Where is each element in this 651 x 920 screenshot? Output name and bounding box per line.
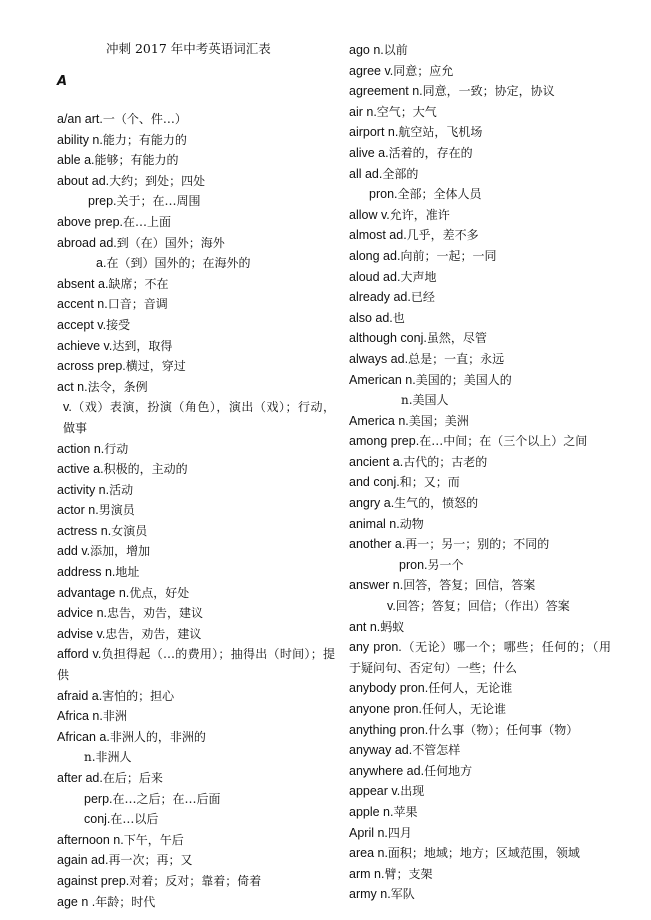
entry-word: apple n. bbox=[349, 804, 394, 819]
entry-word: a. bbox=[96, 256, 107, 271]
entry-definition: 在…上面 bbox=[123, 214, 172, 229]
entry-word: answer n. bbox=[349, 578, 404, 593]
entry-definition: 优点，好处 bbox=[129, 585, 190, 600]
entry-definition: 活动 bbox=[109, 482, 134, 497]
entry-definition: 和；又；而 bbox=[399, 475, 460, 490]
vocab-entry-advise bbox=[57, 624, 335, 645]
entry-word: afford v. bbox=[57, 647, 102, 662]
entry-definition: 古代的；古老的 bbox=[403, 454, 488, 469]
vocab-entry-again bbox=[57, 850, 335, 871]
vocab-entry-africa bbox=[57, 706, 335, 727]
entry-definition: 对着；反对；靠着；倚着 bbox=[129, 873, 262, 888]
entry-definition: 以前 bbox=[383, 43, 408, 57]
vocab-entry-and bbox=[349, 472, 611, 493]
entry-definition: 任何人，无论谁 bbox=[428, 681, 513, 696]
entry-definition: 非洲 bbox=[102, 709, 127, 724]
vocab-entry-always bbox=[349, 349, 611, 370]
vocab-entry-against bbox=[57, 871, 335, 892]
entry-word: and conj. bbox=[349, 475, 400, 490]
entry-definition: 在…以后 bbox=[110, 812, 159, 827]
vocab-entry-allow bbox=[349, 205, 611, 226]
entry-definition: 不管怎样 bbox=[412, 743, 461, 758]
entry-definition: 美国的；美国人的 bbox=[415, 372, 512, 387]
entry-definition: 同意；应允 bbox=[393, 63, 454, 78]
entry-word: advise v. bbox=[57, 626, 106, 641]
entry-definition: 再一次；再；又 bbox=[108, 853, 193, 868]
entry-definition: 全部的 bbox=[382, 166, 419, 181]
entry-word: anyone pron. bbox=[349, 702, 422, 716]
entry-definition: 法令，条例 bbox=[87, 379, 148, 394]
vocab-entry-ability bbox=[57, 130, 335, 151]
vocab-entry-answer bbox=[349, 575, 611, 596]
entry-word: already ad. bbox=[349, 290, 411, 305]
entry-word: always ad. bbox=[349, 351, 409, 366]
entry-definition: 回答；答复；回信；（作出）答案 bbox=[395, 599, 570, 614]
vocab-entry-accept bbox=[57, 315, 335, 336]
entry-word: action n. bbox=[57, 441, 105, 456]
entry-definition: 达到，取得 bbox=[112, 338, 173, 353]
vocab-subentry-about-prep bbox=[57, 191, 335, 212]
vocab-entry-afraid bbox=[57, 686, 335, 707]
entry-definition: 下午，午后 bbox=[123, 832, 184, 847]
entry-definition: 行动 bbox=[104, 441, 129, 456]
entry-word: another a. bbox=[349, 537, 406, 552]
vocab-entry-anyway bbox=[349, 740, 611, 761]
vocab-entry-among bbox=[349, 431, 611, 452]
entry-word: alive a. bbox=[349, 145, 389, 160]
entry-word: advantage n. bbox=[57, 585, 130, 600]
entry-definition: 蚂蚁 bbox=[380, 619, 405, 634]
entry-word: ant n. bbox=[349, 619, 381, 634]
vocab-entry-actress bbox=[57, 521, 335, 542]
entry-word: also ad. bbox=[349, 310, 393, 325]
entry-definition: n.美国人 bbox=[401, 393, 449, 408]
vocab-entry-anything bbox=[349, 720, 611, 741]
entry-definition: 地址 bbox=[115, 565, 140, 580]
vocab-entry-anyone bbox=[349, 699, 611, 720]
entry-word: animal n. bbox=[349, 516, 400, 531]
vocab-entry-appear bbox=[349, 781, 611, 802]
entry-word: across prep. bbox=[57, 359, 126, 374]
entry-word: active a. bbox=[57, 462, 104, 477]
entry-definition: 动物 bbox=[399, 516, 424, 531]
entry-definition: 什么事（物）；任何事（物） bbox=[428, 722, 579, 737]
vocab-entry-about bbox=[57, 171, 335, 192]
entry-word: American n. bbox=[349, 372, 416, 387]
vocab-subentry-act-v bbox=[57, 397, 335, 438]
entry-definition: n.非洲人 bbox=[84, 750, 132, 765]
entry-definition: 在（到）国外的；在海外的 bbox=[106, 256, 251, 271]
entry-definition: 关于；在…周围 bbox=[116, 194, 201, 209]
entry-word: act n. bbox=[57, 379, 88, 394]
entry-definition: 害怕的；担心 bbox=[102, 688, 175, 703]
entry-definition: 臂；支架 bbox=[384, 866, 433, 881]
vocab-entry-alive bbox=[349, 143, 611, 164]
entry-word: afraid a. bbox=[57, 688, 103, 703]
vocab-entry-already bbox=[349, 287, 611, 308]
entry-definition: 虽然，尽管 bbox=[426, 331, 487, 346]
vocab-subentry-african-n bbox=[57, 747, 335, 768]
entry-word: allow v. bbox=[349, 207, 390, 222]
vocab-entry-although bbox=[349, 328, 611, 349]
entry-word: prep. bbox=[88, 194, 117, 209]
vocab-entry-add bbox=[57, 541, 335, 562]
entry-definition: 缺席；不在 bbox=[108, 276, 169, 291]
entry-word: almost ad. bbox=[349, 228, 407, 243]
entry-definition: 航空站，飞机场 bbox=[398, 125, 483, 140]
entry-definition: 美国；美洲 bbox=[408, 413, 469, 428]
vocab-subentry-answer-v bbox=[349, 596, 611, 617]
entry-definition: 再一；另一；别的；不同的 bbox=[405, 537, 550, 552]
entry-word: ago n. bbox=[349, 43, 384, 57]
vocab-subentry-all-pron bbox=[349, 184, 611, 205]
vocab-entry-accent bbox=[57, 294, 335, 315]
entry-word: accept v. bbox=[57, 317, 107, 332]
entry-definition: 女演员 bbox=[111, 523, 148, 538]
entry-definition: 已经 bbox=[410, 290, 435, 305]
entry-word: after ad. bbox=[57, 771, 103, 785]
entry-definition: 任何人，无论谁 bbox=[421, 702, 506, 716]
entry-definition: 能力；有能力的 bbox=[102, 132, 187, 147]
entry-definition: 军队 bbox=[390, 887, 415, 902]
entry-word: ancient a. bbox=[349, 454, 404, 469]
vocab-entry-achieve bbox=[57, 336, 335, 357]
entry-word: appear v. bbox=[349, 784, 401, 799]
entry-word: Africa n. bbox=[57, 709, 103, 724]
entry-definition: 口音；音调 bbox=[107, 297, 168, 312]
entry-definition: 四月 bbox=[387, 825, 412, 840]
entry-definition: 生气的，愤怒的 bbox=[394, 496, 479, 511]
entry-word: anybody pron. bbox=[349, 681, 429, 696]
vocab-entry-african bbox=[57, 727, 335, 748]
entry-word: advice n. bbox=[57, 606, 108, 621]
entry-definition: 接受 bbox=[106, 317, 131, 332]
vocab-entry-april bbox=[349, 823, 611, 844]
vocab-entry-another bbox=[349, 534, 611, 555]
entry-definition: 活着的，存在的 bbox=[388, 145, 473, 160]
entry-word: against prep. bbox=[57, 873, 130, 888]
vocab-entry-agreement bbox=[349, 81, 611, 102]
entry-word: agreement n. bbox=[349, 84, 423, 99]
entry-definition: 空气；大气 bbox=[376, 104, 437, 119]
vocab-entry-action bbox=[57, 439, 335, 460]
vocab-entry-america bbox=[349, 411, 611, 432]
entry-definition: 也 bbox=[392, 310, 405, 325]
entry-word: address n. bbox=[57, 565, 116, 580]
vocab-entry-also bbox=[349, 308, 611, 329]
entry-definition: 大约；到处；四处 bbox=[109, 173, 206, 188]
entry-definition: 同意，一致；协定，协议 bbox=[422, 84, 555, 99]
right-entry-list bbox=[349, 40, 611, 905]
entry-definition: 积极的，主动的 bbox=[103, 462, 188, 477]
vocab-entry-air bbox=[349, 102, 611, 123]
entry-definition: 几乎，差不多 bbox=[406, 228, 479, 243]
entry-definition: 非洲人的，非洲的 bbox=[109, 729, 206, 744]
entry-word: among prep. bbox=[349, 434, 420, 449]
entry-word: airport n. bbox=[349, 125, 399, 140]
section-letter: A bbox=[57, 74, 68, 89]
entry-definition: 回答，答复；回信，答案 bbox=[403, 578, 536, 593]
vocab-subentry-after-conj bbox=[57, 809, 335, 830]
entry-definition: 面积；地域；地方；区域范围，领域 bbox=[387, 846, 580, 861]
entry-word: again ad. bbox=[57, 853, 109, 868]
entry-word: African a. bbox=[57, 729, 110, 744]
entry-word: above prep. bbox=[57, 214, 124, 229]
vocab-entry-absent bbox=[57, 274, 335, 295]
entry-definition: 添加，增加 bbox=[90, 544, 151, 559]
entry-definition: 总是；一直；永远 bbox=[408, 351, 505, 366]
entry-definition: 年龄；时代 bbox=[95, 894, 156, 909]
entry-word: pron. bbox=[399, 557, 428, 572]
vocab-entry-afternoon bbox=[57, 830, 335, 851]
vocab-entry-anywhere bbox=[349, 761, 611, 782]
entry-definition: 苹果 bbox=[393, 804, 418, 819]
entry-word: air n. bbox=[349, 104, 377, 119]
vocab-entry-anybody bbox=[349, 678, 611, 699]
vocab-subentry-american-n bbox=[349, 390, 611, 411]
vocab-entry-army bbox=[349, 884, 611, 905]
vocab-entry-angry bbox=[349, 493, 611, 514]
entry-word: anywhere ad. bbox=[349, 763, 425, 778]
vocab-entry-airport bbox=[349, 122, 611, 143]
entry-definition: 允许，准许 bbox=[389, 207, 450, 222]
vocab-entry-ancient bbox=[349, 452, 611, 473]
entry-word: all ad. bbox=[349, 166, 383, 181]
vocab-entry-apple bbox=[349, 802, 611, 823]
vocab-entry-along bbox=[349, 246, 611, 267]
vocab-subentry-abroad-a bbox=[57, 253, 335, 274]
vocab-entry-activity bbox=[57, 480, 335, 501]
entry-definition: 大声地 bbox=[400, 269, 437, 284]
entry-word: April n. bbox=[349, 825, 388, 840]
vocab-entry-any bbox=[349, 637, 611, 678]
entry-word: v. bbox=[387, 599, 396, 614]
vocab-entry-almost bbox=[349, 225, 611, 246]
entry-word: able a. bbox=[57, 153, 95, 168]
entry-definition: 出现 bbox=[400, 784, 425, 799]
entry-word: v. bbox=[63, 400, 72, 415]
entry-definition: 另一个 bbox=[427, 557, 464, 572]
entry-definition: 向前；一起；一同 bbox=[400, 248, 497, 263]
entry-word: accent n. bbox=[57, 297, 108, 312]
vocab-entry-age bbox=[57, 892, 335, 913]
entry-definition: 忠告，劝告，建议 bbox=[105, 626, 202, 641]
entry-word: activity n. bbox=[57, 482, 110, 497]
entry-definition: 在后；后来 bbox=[102, 771, 163, 785]
entry-word: agree v. bbox=[349, 63, 394, 78]
vocab-entry-advantage bbox=[57, 583, 335, 604]
entry-word: anyway ad. bbox=[349, 743, 413, 758]
vocab-entry-after bbox=[57, 768, 335, 789]
vocab-entry-animal bbox=[349, 514, 611, 535]
entry-definition: （戏）表演，扮演（角色），演出（戏）；行动，做事 bbox=[63, 400, 335, 435]
vocab-entry-able bbox=[57, 150, 335, 171]
entry-word: absent a. bbox=[57, 276, 109, 291]
entry-word: about ad. bbox=[57, 173, 110, 188]
entry-definition: 一（个、件…） bbox=[102, 112, 187, 126]
entry-definition: 到（在）国外；海外 bbox=[116, 235, 225, 250]
entry-word: any pron. bbox=[349, 640, 402, 655]
entry-word: afternoon n. bbox=[57, 832, 124, 847]
document-title: 冲刺 2017 年中考英语词汇表 bbox=[106, 41, 271, 56]
entry-word: angry a. bbox=[349, 496, 395, 511]
entry-word: area n. bbox=[349, 846, 388, 861]
entry-word: along ad. bbox=[349, 248, 401, 263]
entry-word: a/an art. bbox=[57, 112, 103, 126]
vocab-entry-american bbox=[349, 370, 611, 391]
vocab-entry-advice bbox=[57, 603, 335, 624]
vocab-entry-aloud bbox=[349, 267, 611, 288]
entry-word: actress n. bbox=[57, 523, 112, 538]
entry-word: America n. bbox=[349, 413, 409, 428]
entry-word: army n. bbox=[349, 887, 391, 902]
entry-word: actor n. bbox=[57, 503, 99, 518]
entry-word: aloud ad. bbox=[349, 269, 401, 284]
vocab-entry-address bbox=[57, 562, 335, 583]
entry-word: achieve v. bbox=[57, 338, 113, 353]
left-entry-list bbox=[57, 109, 335, 912]
entry-definition: 横过，穿过 bbox=[125, 359, 186, 374]
entry-word: although conj. bbox=[349, 331, 427, 346]
vocab-entry-actor bbox=[57, 500, 335, 521]
vocab-subentry-another-pron bbox=[349, 555, 611, 576]
vocab-entry-all bbox=[349, 164, 611, 185]
vocab-entry-a-an bbox=[57, 109, 335, 130]
vocab-entry-above bbox=[57, 212, 335, 233]
entry-definition: 在…中间；在（三个以上）之间 bbox=[419, 434, 588, 449]
vocab-entry-arm bbox=[349, 864, 611, 885]
vocab-entry-ago bbox=[349, 40, 611, 61]
entry-definition: 男演员 bbox=[98, 503, 135, 518]
vocab-entry-act bbox=[57, 377, 335, 398]
entry-word: arm n. bbox=[349, 866, 385, 881]
vocab-subentry-after-perp bbox=[57, 789, 335, 810]
vocab-entry-abroad bbox=[57, 233, 335, 254]
vocab-entry-ant bbox=[349, 617, 611, 638]
entry-word: abroad ad. bbox=[57, 235, 117, 250]
entry-word: anything pron. bbox=[349, 722, 429, 737]
entry-word: age n . bbox=[57, 894, 96, 909]
entry-word: pron. bbox=[369, 187, 398, 202]
entry-word: perp. bbox=[84, 791, 113, 806]
entry-definition: 忠告，劝告，建议 bbox=[107, 606, 204, 621]
entry-word: conj. bbox=[84, 812, 111, 827]
entry-definition: 在…之后；在…后面 bbox=[112, 791, 221, 806]
entry-definition: 能够；有能力的 bbox=[94, 153, 179, 168]
entry-definition: （无论）哪一个；哪些；任何的；（用于疑问句、否定句）一些；什么 bbox=[349, 640, 611, 675]
entry-definition: 任何地方 bbox=[424, 763, 473, 778]
vocab-entry-active bbox=[57, 459, 335, 480]
entry-word: add v. bbox=[57, 544, 91, 559]
entry-definition: 负担得起（…的费用）；抽得出（时间）；提供 bbox=[57, 647, 335, 683]
entry-word: ability n. bbox=[57, 132, 103, 147]
vocab-entry-agree bbox=[349, 61, 611, 82]
vocab-entry-across bbox=[57, 356, 335, 377]
vocab-entry-area bbox=[349, 843, 611, 864]
vocab-entry-afford bbox=[57, 644, 335, 685]
entry-definition: 全部；全体人员 bbox=[397, 187, 482, 202]
